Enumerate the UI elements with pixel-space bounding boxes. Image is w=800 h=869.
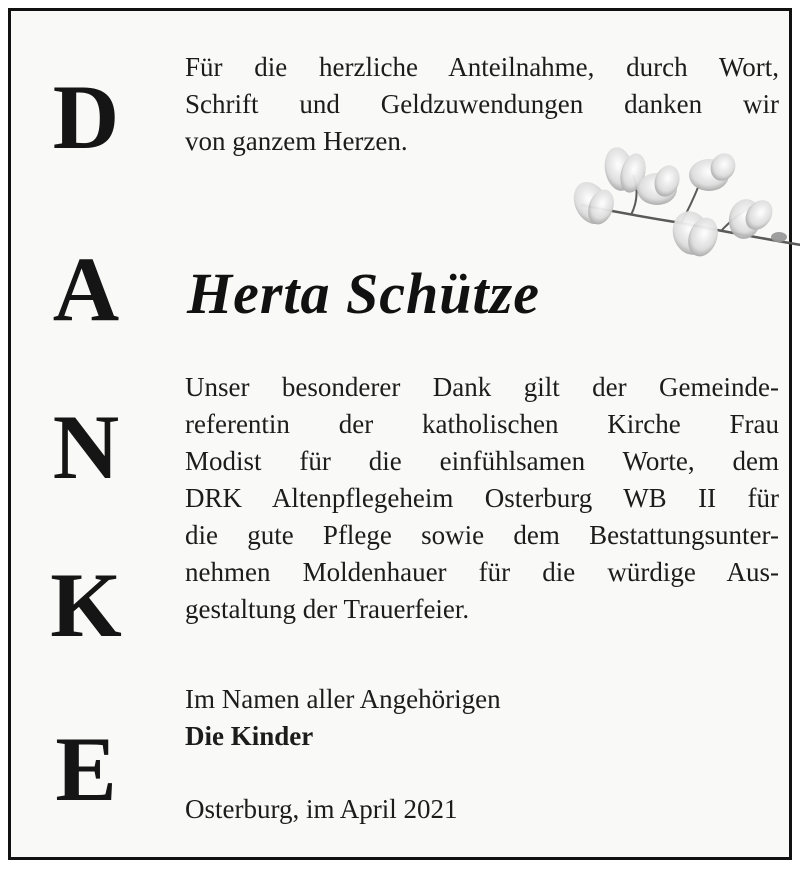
thanks-line: gestaltung der Trauerfeier.	[185, 594, 470, 624]
side-letter-e: E	[55, 718, 117, 820]
notice-frame	[8, 8, 792, 860]
place-date: Osterburg, im April 2021	[185, 794, 458, 824]
intro-paragraph	[185, 49, 779, 160]
deceased-name: Herta Schütze	[187, 261, 540, 326]
intro-line: Schrift und Geldzuwendungen danken wir	[185, 89, 779, 119]
thanks-line: Modist für die einfühlsamen Worte, dem	[185, 446, 779, 476]
intro-line: Für die herzliche Anteilnahme, durch Wort,	[185, 52, 779, 82]
thanks-line: DRK Altenpflegeheim Osterburg WB II für	[185, 483, 779, 513]
signature-intro: Im Namen aller Angehörigen	[185, 684, 501, 714]
signature: Die Kinder	[185, 721, 314, 751]
thanks-line: die gute Pflege sowie dem Bestattungsunter-	[185, 520, 779, 550]
thanks-line: referentin der katholischen Kirche Frau	[185, 409, 779, 439]
side-letter-k: K	[50, 554, 122, 656]
thanks-paragraph	[185, 369, 779, 628]
thanks-line: nehmen Moldenhauer für die würdige Aus-	[185, 557, 779, 587]
thanks-line: Unser besonderer Dank gilt der Gemeinde-	[185, 372, 779, 402]
side-letter-n: N	[52, 396, 120, 498]
side-letter-a: A	[52, 238, 120, 340]
side-letter-d: D	[52, 66, 120, 168]
magnolia-branch-icon	[571, 145, 800, 263]
intro-line: von ganzem Herzen.	[185, 126, 408, 156]
